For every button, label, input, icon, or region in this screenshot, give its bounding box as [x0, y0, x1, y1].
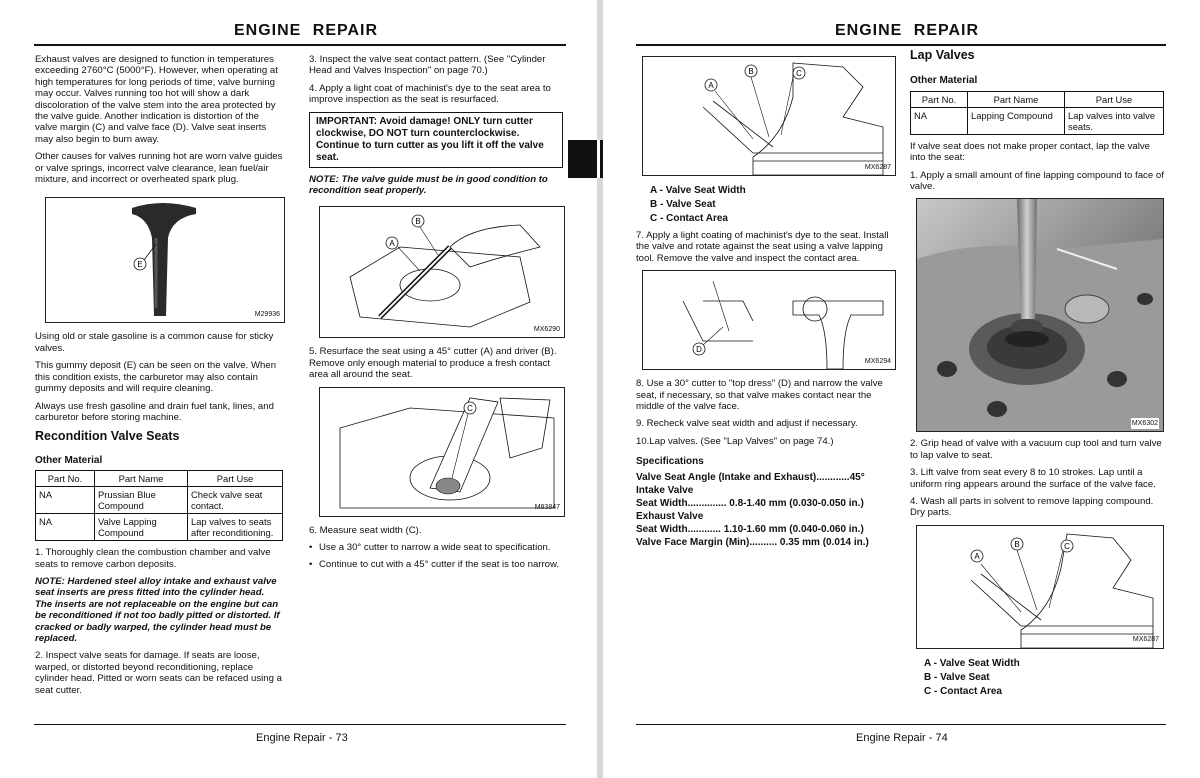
table-cell: Lap valves into valve seats. — [1065, 107, 1164, 134]
specifications — [636, 455, 898, 549]
figure-valve-seat-2 — [916, 525, 1164, 649]
paragraph: 1. Apply a small amount of fine lapping compound to face of valve. — [910, 169, 1164, 193]
bullet-glyph: • — [309, 559, 313, 571]
paragraph: 2. Grip head of valve with a vacuum cup tool and turn valve to lap valve to seat. — [910, 438, 1162, 461]
spec-title: Specifications — [636, 456, 704, 468]
important-notice: IMPORTANT: Avoid damage! ONLY turn cutter clockwise, DO NOT turn counterclockwise. Continue to turn cutter as you lift it off the valve seat. — [309, 112, 563, 168]
table-cell: NA — [36, 487, 95, 514]
paragraph: 3. Inspect the valve seat contact pattern. (See "Cylinder Head and Valves Inspection" on page 70.) — [309, 54, 546, 77]
footer-rule — [34, 724, 566, 725]
table-row — [911, 107, 1164, 134]
bullet-item — [309, 559, 563, 570]
figure-legend — [650, 184, 898, 226]
table-header: Part Name — [95, 471, 188, 487]
paragraph: 8. Use a 30° cutter to "top dress" (D) and narrow the valve seat, if necessary, so that valve makes contact near the middle of the valve face. — [636, 378, 883, 413]
table-cell: Prussian Blue Compound — [95, 487, 188, 514]
note: NOTE: The valve guide must be in good condition to recondition seat properly. — [309, 173, 548, 197]
subsection-title: Other Material — [35, 454, 103, 466]
table-cell: NA — [911, 107, 968, 134]
spec-line: Seat Width............ 1.10-1.60 mm (0.040-0.060 in.) — [636, 524, 864, 536]
paragraph: 7. Apply a light coating of machinist's dye to the seat. Install the valve and rotate against the seat using a valve lapping tool. Remove the valve and inspect the contact area. — [636, 230, 889, 264]
callout-c: C — [467, 403, 473, 413]
table-header: Part Use — [1065, 91, 1164, 107]
paragraph: 5. Resurface the seat using a 45° cutter (A) and driver (B). Remove only enough material to produce a fresh contact area all around the seat. — [309, 346, 557, 381]
figure-code: MX6302 — [1131, 418, 1159, 429]
table-cell: Lapping Compound — [968, 107, 1065, 134]
figure-code: MX6294 — [864, 357, 891, 365]
figure-code: MX6287 — [864, 163, 891, 171]
figure-code: MX6290 — [533, 326, 560, 334]
paragraph: Using old or stale gasoline is a common cause for sticky valves. — [35, 331, 274, 354]
table-header: Part No. — [911, 91, 968, 107]
header-rule — [636, 44, 1166, 46]
figure-valve-seat — [642, 56, 896, 176]
table-cell: Valve Lapping Compound — [95, 514, 188, 541]
table-row — [36, 487, 283, 514]
note: NOTE: Hardened steel alloy intake and exhaust valve seat inserts are press fitted into the cylinder head. The inserts are not replaceable on the engine but can be reconditioned if not too badly pitted or distorted. If cracked or badly warped, the cylinder head must be replaced. — [35, 575, 280, 644]
callout-e: E — [137, 260, 143, 270]
section-title: Lap Valves — [910, 48, 975, 62]
paragraph: If valve seat does not make proper contact, lap the valve into the seat: — [910, 140, 1150, 164]
paragraph: 9. Recheck valve seat width and adjust if necessary. — [636, 418, 858, 430]
page-footer: Engine Repair - 74 — [856, 732, 948, 744]
section-title: Recondition Valve Seats — [35, 429, 180, 444]
spec-line: Exhaust Valve — [636, 511, 704, 523]
figure-legend — [924, 657, 1164, 699]
figure-top-dress — [642, 270, 896, 370]
figure-seat-cutter — [319, 206, 565, 338]
left-column-2 — [309, 54, 563, 577]
callout-c: C — [1064, 541, 1070, 551]
callout-a: A — [708, 81, 714, 90]
figure-code: MX6287 — [1132, 636, 1159, 644]
paragraph: 3. Lift valve from seat every 8 to 10 strokes. Lap until a uniform ring appears around the surface of the valve face. — [910, 467, 1156, 490]
legend-item: B - Valve Seat — [924, 671, 990, 683]
callout-c: C — [796, 69, 802, 78]
photo-lapping-tool — [916, 198, 1164, 432]
spec-line: Seat Width.............. 0.8-1.40 mm (0.030-0.050 in.) — [636, 498, 864, 510]
other-material-table — [35, 470, 283, 541]
legend-item: B - Valve Seat — [650, 199, 716, 210]
page-footer: Engine Repair - 73 — [256, 732, 348, 744]
spec-line: Valve Seat Angle (Intake and Exhaust)............45° — [636, 472, 865, 484]
spec-line: Intake Valve — [636, 485, 694, 497]
right-column-1 — [636, 56, 898, 549]
right-column-2 — [910, 50, 1164, 703]
callout-b: B — [1014, 539, 1020, 549]
callout-d: D — [696, 345, 702, 355]
figure-seat-width — [319, 387, 565, 517]
bullet-text: Use a 30° cutter to narrow a wide seat to specification. — [319, 542, 551, 554]
paragraph: 1. Thoroughly clean the combustion chamber and valve seats to remove carbon deposits. — [35, 547, 271, 570]
legend-item: A - Valve Seat Width — [924, 657, 1020, 669]
paragraph: 2. Inspect valve seats for damage. If seats are loose, warped, or distorted beyond reconditioning, replace cylinder head. Pitted or worn seats can be refaced using a seat cutter. — [35, 650, 282, 696]
other-material-table — [910, 91, 1164, 135]
paragraph: 6. Measure seat width (C). — [309, 524, 422, 536]
bullet-glyph: • — [309, 542, 313, 554]
paragraph: 4. Wash all parts in solvent to remove lapping compound. Dry parts. — [910, 496, 1154, 519]
legend-item: C - Contact Area — [650, 213, 728, 224]
table-cell: NA — [36, 514, 95, 541]
header-rule — [34, 44, 566, 46]
page-header: ENGINE REPAIR — [234, 22, 379, 39]
figure-valve-deposit — [45, 197, 285, 323]
bullet-item — [309, 542, 563, 553]
legend-item: C - Contact Area — [924, 685, 1002, 697]
figure-code: M83847 — [534, 504, 560, 512]
paragraph: Exhaust valves are designed to function in temperatures exceeding 2760°C (5000°F). However, when operating at high temperatures for long periods of time, valve burning may occur. Valves running too hot will show a dark discoloration of the valve stem into the area protected by the valve guide. Another indication is distortion of the valve margin (C) and valve face (D). Valve seat inserts may also begin to burn away. — [35, 54, 278, 145]
callout-a: A — [974, 551, 980, 561]
table-header: Part No. — [36, 471, 95, 487]
legend-item: A - Valve Seat Width — [650, 185, 746, 196]
paragraph: 10.Lap valves. (See "Lap Valves" on page 74.) — [636, 435, 834, 447]
paragraph: Other causes for valves running hot are worn valve guides or valve springs, incorrect valve clearance, lean fuel/air mixture, and incorrect or overheated spark plug. — [35, 151, 283, 186]
callout-b: B — [415, 217, 421, 227]
callout-a: A — [389, 239, 395, 249]
page-header: ENGINE REPAIR — [835, 22, 980, 39]
figure-code: M29936 — [254, 311, 280, 319]
footer-rule — [636, 724, 1166, 725]
table-cell: Lap valves to seats after reconditioning. — [188, 514, 283, 541]
left-column-1 — [35, 54, 283, 702]
callout-b: B — [748, 67, 754, 76]
paragraph: 4. Apply a light coat of machinist's dye to the seat area to improve inspection as the seat is resurfaced. — [309, 82, 551, 106]
table-cell: Check valve seat contact. — [188, 487, 283, 514]
paragraph: This gummy deposit (E) can be seen on the valve. When this condition exists, the carburetor may also contain gummy deposits and will require cleaning. — [35, 360, 277, 395]
table-row — [36, 514, 283, 541]
page-74 — [603, 0, 1200, 778]
table-header: Part Name — [968, 91, 1065, 107]
paragraph: Always use fresh gasoline and drain fuel tank, lines, and carburetor before storing machine. — [35, 400, 274, 423]
page-73 — [0, 0, 597, 778]
subsection-title: Other Material — [910, 75, 978, 87]
table-header: Part Use — [188, 471, 283, 487]
spec-line: Valve Face Margin (Min).......... 0.35 mm (0.014 in.) — [636, 537, 869, 549]
bullet-text: Continue to cut with a 45° cutter if the seat is too narrow. — [319, 559, 560, 571]
